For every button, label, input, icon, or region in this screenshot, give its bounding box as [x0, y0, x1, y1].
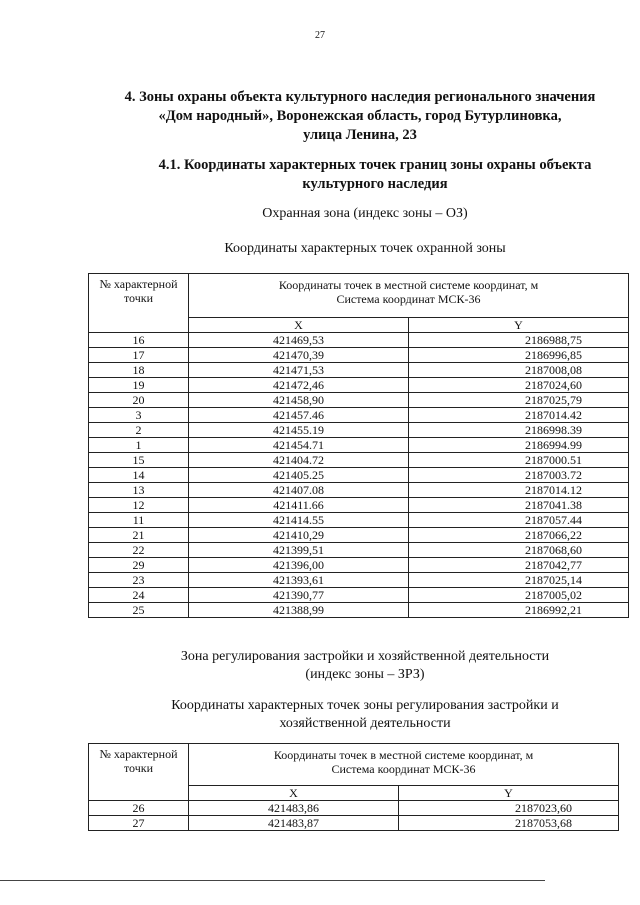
page-number: 27 [315, 30, 325, 41]
x-coordinate-cell: 421396,00 [189, 558, 409, 573]
x-coordinate-cell: 421454.71 [189, 438, 409, 453]
point-number-cell: 14 [89, 468, 189, 483]
table-row [89, 528, 629, 543]
table-body [89, 801, 619, 831]
x-coordinate-cell: 421414.55 [189, 513, 409, 528]
point-number-cell: 11 [89, 513, 189, 528]
table-row [89, 423, 629, 438]
x-coordinate-cell: 421483,86 [189, 801, 399, 816]
point-number-cell: 17 [89, 348, 189, 363]
header-x: X [189, 318, 409, 333]
point-number-cell: 2 [89, 423, 189, 438]
x-coordinate-cell: 421483,87 [189, 816, 399, 831]
x-coordinate-cell: 421469,53 [189, 333, 409, 348]
point-number-cell: 27 [89, 816, 189, 831]
y-coordinate-cell: 2187014.12 [409, 483, 629, 498]
subsection-title-line: культурного наследия [302, 176, 448, 192]
table-row [89, 468, 629, 483]
header-x: X [189, 786, 399, 801]
x-coordinate-cell: 421411.66 [189, 498, 409, 513]
point-number-cell: 22 [89, 543, 189, 558]
table-row [89, 378, 629, 393]
y-coordinate-cell: 2187024,60 [409, 378, 629, 393]
header-point-number: № характерной точки [89, 744, 189, 801]
section-title-line: улица Ленина, 23 [303, 127, 417, 143]
x-coordinate-cell: 421407.08 [189, 483, 409, 498]
x-coordinate-cell: 421390,77 [189, 588, 409, 603]
table-row [89, 438, 629, 453]
table-row [89, 543, 629, 558]
point-number-cell: 21 [89, 528, 189, 543]
table-row [89, 393, 629, 408]
x-coordinate-cell: 421471,53 [189, 363, 409, 378]
zone-zrz-caption-line: Координаты характерных точек зоны регулирования застройки и [171, 698, 559, 713]
point-number-cell: 19 [89, 378, 189, 393]
point-number-cell: 25 [89, 603, 189, 618]
table-row [89, 408, 629, 423]
y-coordinate-cell: 2187025,79 [409, 393, 629, 408]
zone-zrz-name-line: Зона регулирования застройки и хозяйственной деятельности [180, 649, 550, 664]
x-coordinate-cell: 421405.25 [189, 468, 409, 483]
zone-oz-table-caption: Координаты характерных точек охранной зоны [224, 241, 506, 256]
x-coordinate-cell: 421399,51 [189, 543, 409, 558]
zone-zrz-table-caption [90, 697, 640, 733]
x-coordinate-cell: 421388,99 [189, 603, 409, 618]
point-number-cell: 29 [89, 558, 189, 573]
header-y: Y [399, 786, 619, 801]
table-row [89, 513, 629, 528]
zone-zrz-name-line: (индекс зоны – ЗРЗ) [305, 667, 425, 682]
x-coordinate-cell: 421393,61 [189, 573, 409, 588]
y-coordinate-cell: 2187025,14 [409, 573, 629, 588]
point-number-cell: 23 [89, 573, 189, 588]
y-coordinate-cell: 2186988,75 [409, 333, 629, 348]
y-coordinate-cell: 2187023,60 [399, 801, 619, 816]
point-number-cell: 20 [89, 393, 189, 408]
y-coordinate-cell: 2187057.44 [409, 513, 629, 528]
x-coordinate-cell: 421472,46 [189, 378, 409, 393]
y-coordinate-cell: 2187005,02 [409, 588, 629, 603]
y-coordinate-cell: 2187066,22 [409, 528, 629, 543]
y-coordinate-cell: 2186994.99 [409, 438, 629, 453]
header-system-line: Координаты точек в местной системе координат, м [278, 278, 539, 292]
point-number-cell: 3 [89, 408, 189, 423]
point-number-cell: 18 [89, 363, 189, 378]
table-row [89, 603, 629, 618]
point-number-cell: 13 [89, 483, 189, 498]
zone-zrz-name [90, 648, 640, 684]
point-number-cell: 15 [89, 453, 189, 468]
x-coordinate-cell: 421470,39 [189, 348, 409, 363]
coordinates-table-zrz [88, 743, 619, 831]
table-row [89, 453, 629, 468]
point-number-cell: 1 [89, 438, 189, 453]
y-coordinate-cell: 2186992,21 [409, 603, 629, 618]
y-coordinate-cell: 2187003.72 [409, 468, 629, 483]
x-coordinate-cell: 421410,29 [189, 528, 409, 543]
y-coordinate-cell: 2187053,68 [399, 816, 619, 831]
table-row [89, 348, 629, 363]
x-coordinate-cell: 421455.19 [189, 423, 409, 438]
y-coordinate-cell: 2187014.42 [409, 408, 629, 423]
x-coordinate-cell: 421404.72 [189, 453, 409, 468]
header-y: Y [409, 318, 629, 333]
table-row [89, 816, 619, 831]
header-coordinate-system [189, 744, 619, 786]
bottom-rule [0, 880, 545, 881]
point-number-cell: 12 [89, 498, 189, 513]
point-number-cell: 16 [89, 333, 189, 348]
section-title-line: 4. Зоны охраны объекта культурного наследия регионального значения [124, 89, 596, 105]
table-row [89, 483, 629, 498]
header-system-line: Координаты точек в местной системе координат, м [273, 748, 534, 762]
section-title-line: «Дом народный», Воронежская область, город Бутурлиновка, [158, 108, 562, 124]
y-coordinate-cell: 2187000.51 [409, 453, 629, 468]
section-title [95, 88, 625, 145]
header-coordinate-system [189, 274, 629, 318]
header-point-number: № характерной точки [89, 274, 189, 333]
point-number-cell: 24 [89, 588, 189, 603]
header-system-line: Система координат МСК-36 [336, 292, 481, 306]
table-row [89, 801, 619, 816]
header-system-line: Система координат МСК-36 [331, 762, 476, 776]
y-coordinate-cell: 2186996,85 [409, 348, 629, 363]
point-number-cell: 26 [89, 801, 189, 816]
subsection-title-line: 4.1. Координаты характерных точек границ зоны охраны объекта [158, 157, 592, 173]
table-row [89, 588, 629, 603]
zone-oz-name: Охранная зона (индекс зоны – ОЗ) [262, 206, 468, 221]
coordinates-table-oz [88, 273, 629, 618]
zone-zrz-caption-line: хозяйственной деятельности [279, 716, 451, 731]
y-coordinate-cell: 2187068,60 [409, 543, 629, 558]
table-row [89, 558, 629, 573]
y-coordinate-cell: 2187041.38 [409, 498, 629, 513]
table-body [89, 333, 629, 618]
x-coordinate-cell: 421457.46 [189, 408, 409, 423]
y-coordinate-cell: 2187042,77 [409, 558, 629, 573]
table-row [89, 573, 629, 588]
y-coordinate-cell: 2187008,08 [409, 363, 629, 378]
subsection-title [115, 156, 635, 194]
x-coordinate-cell: 421458,90 [189, 393, 409, 408]
table-row [89, 363, 629, 378]
table-row [89, 498, 629, 513]
y-coordinate-cell: 2186998.39 [409, 423, 629, 438]
table-row [89, 333, 629, 348]
